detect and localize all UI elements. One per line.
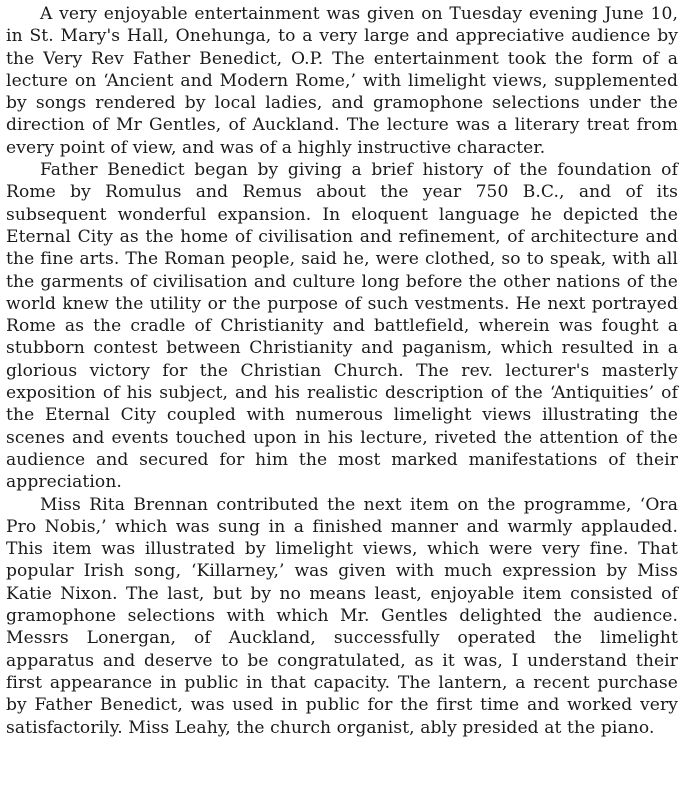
article-paragraph-3: Miss Rita Brennan contributed the next item on the programme, ‘Ora Pro Nobis,’ which was sung in a finished manner and warmly applauded. This item was illustrated by limelight views, which were very fine. That popular Irish song, ‘Killarney,’ was given with much expression by Miss Katie Nixon. The last, but by no means least, enjoyable item consisted of gramophone selections with which Mr. Gentles delighted the audience. Messrs Lonergan, of Auckland, successfully operated the limelight apparatus and deserve to be congratulated, as it was, I understand their first appearance in public in that capacity. The lantern, a recent purchase by Father Benedict, was used in public for the first time and worked very satisfactorily. Miss Leahy, the church organist, ably presided at the piano. [6, 494, 678, 738]
article-paragraph-1: A very enjoyable entertainment was given on Tuesday evening June 10, in St. Mary's Hall, Onehunga, to a very large and appreciative audience by the Very Rev Father Benedict, O.P. The entertainment took the form of a lecture on ‘Ancient and Modern Rome,’ with limelight views, supplemented by songs rendered by local ladies, and gramophone selections under the direction of Mr Gentles, of Auckland. The lecture was a literary treat from every point of view, and was of a highly instructive character. [6, 4, 678, 158]
article-column [6, 3, 678, 739]
article-paragraph-2: Father Benedict began by giving a brief history of the foundation of Rome by Romulus and Remus about the year 750 B.C., and of its subsequent wonderful expansion. In eloquent language he depicted the Eternal City as the home of civilisation and refinement, of architecture and the fine arts. The Roman people, said he, were clothed, so to speak, with all the garments of civilisation and culture long before the other nations of the world knew the utility or the purpose of such vestments. He next portrayed Rome as the cradle of Christianity and battlefield, wherein was fought a stubborn contest between Christianity and paganism, which resulted in a glorious victory for the Christian Church. The rev. lecturer's masterly exposition of his subject, and his realistic description of the ‘Antiquities’ of the Eternal City coupled with numerous limelight views illustrating the scenes and events touched upon in his lecture, riveted the attention of the audience and secured for him the most marked manifestations of their appreciation. [6, 160, 678, 493]
